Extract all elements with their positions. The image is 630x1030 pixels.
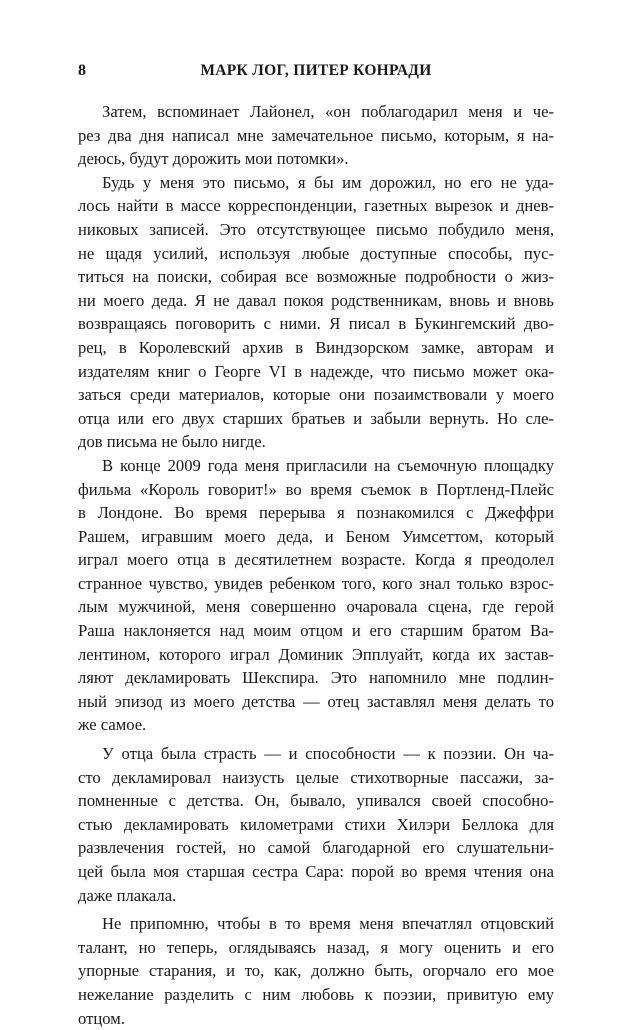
text-line: цей была моя старшая сестра Сара: порой во время чтения она	[78, 862, 554, 881]
text-line: Затем, вспоминает Лайонел, «он поблагодарил меня и че-	[102, 102, 554, 121]
text-line: заться среди материалов, которые они позаимствовали у моего	[78, 385, 554, 405]
paragraph	[78, 171, 554, 454]
text-line: странное чувство, увидев ребенком того, кого знал только взрос-	[78, 573, 554, 593]
text-line: лось найти в массе корреспонденции, газетных вырезок и днев-	[78, 196, 554, 216]
text-line: деюсь, будут дорожить мои потомки».	[78, 149, 349, 169]
page-number: 8	[78, 62, 86, 79]
text-line: же самое.	[78, 715, 147, 735]
text-line: отцом.	[78, 1008, 125, 1028]
text-line: талант, но теперь, оглядываясь назад, я могу оценить и его	[78, 937, 554, 957]
text-line: фильма «Король говорит!» во время съемок в Портленд-Плейс	[78, 479, 554, 499]
text-line: издателям книг о Георге VI в надежде, что письмо может ока-	[78, 361, 554, 381]
running-title: МАРК ЛОГ, ПИТЕР КОНРАДИ	[200, 62, 432, 79]
text-line: В конце 2009 года меня пригласили на съемочную площадку	[102, 455, 554, 475]
text-line: нежелание разделить с ним любовь к поэзии, привитую ему	[78, 984, 554, 1004]
text-line: ни моего деда. Я не давал покоя родственникам, вновь и вновь	[78, 290, 554, 310]
text-line: лым мужчиной, меня совершенно очаровала сцена, где герой	[78, 597, 554, 617]
paragraph	[78, 742, 554, 907]
text-line: У отца была страсть — и способности — к поэзии. Он ча-	[102, 744, 554, 764]
text-line: никовых записей. Это отсутствующее письмо побудило меня,	[78, 219, 554, 239]
text-line: Рашем, игравшим моего деда, и Беном Уимсеттом, который	[78, 526, 554, 546]
text-line: Будь у меня это письмо, я бы им дорожил, но его не уда-	[102, 172, 554, 192]
text-line: развлечения гостей, но самой благодарной его слушательни-	[78, 838, 554, 858]
text-line: стью декламировать километрами стихи Хилэри Беллока для	[78, 814, 554, 834]
text-line: Не припомню, чтобы в то время меня впечатлял отцовский	[102, 914, 554, 934]
text-line: играл моего отца в десятилетнем возрасте. Когда я преодолел	[78, 550, 554, 570]
page-header	[78, 62, 554, 86]
text-line: ляют декламировать Шекспира. Это напомнило мне подлин-	[78, 668, 554, 688]
text-line: отца или его двух старших братьев и забыли вернуть. Но сле-	[78, 408, 554, 428]
text-line: титься на поиски, собирая все возможные подробности о жиз-	[78, 267, 554, 287]
text-line: возвращаясь поговорить с ними. Я писал в Букингемский дво-	[78, 314, 554, 334]
body-text	[78, 100, 554, 1030]
text-line: рец, в Королевский архив в Виндзорском замке, авторам и	[78, 337, 554, 357]
text-line: не щадя усилий, используя любые доступные способы, пус-	[78, 243, 554, 263]
text-line: сто декламировал наизусть целые стихотворные пассажи, за-	[78, 767, 554, 787]
text-line: даже плакала.	[78, 885, 177, 905]
paragraph	[78, 912, 554, 1030]
text-line: лентином, которого играл Доминик Эпплуайт, когда их застав-	[78, 644, 554, 664]
text-line: ный эпизод из моего детства — отец заставлял меня делать то	[78, 691, 554, 711]
text-line: упорные старания, и то, как, должно быть, огорчало его мое	[78, 961, 554, 981]
paragraph	[78, 100, 554, 171]
text-line: помненные с детства. Он, бывало, упивался своей способно-	[78, 791, 554, 811]
text-line: дов письма не было нигде.	[78, 432, 266, 452]
text-line: рез два дня написал мне замечательное письмо, которым, я на-	[78, 125, 554, 145]
text-line: в Лондоне. Во время перерыва я познакомился с Джеффри	[78, 503, 554, 523]
text-line: Раша наклоняется над моим отцом и его старшим братом Ва-	[78, 621, 554, 641]
paragraph	[78, 454, 554, 737]
